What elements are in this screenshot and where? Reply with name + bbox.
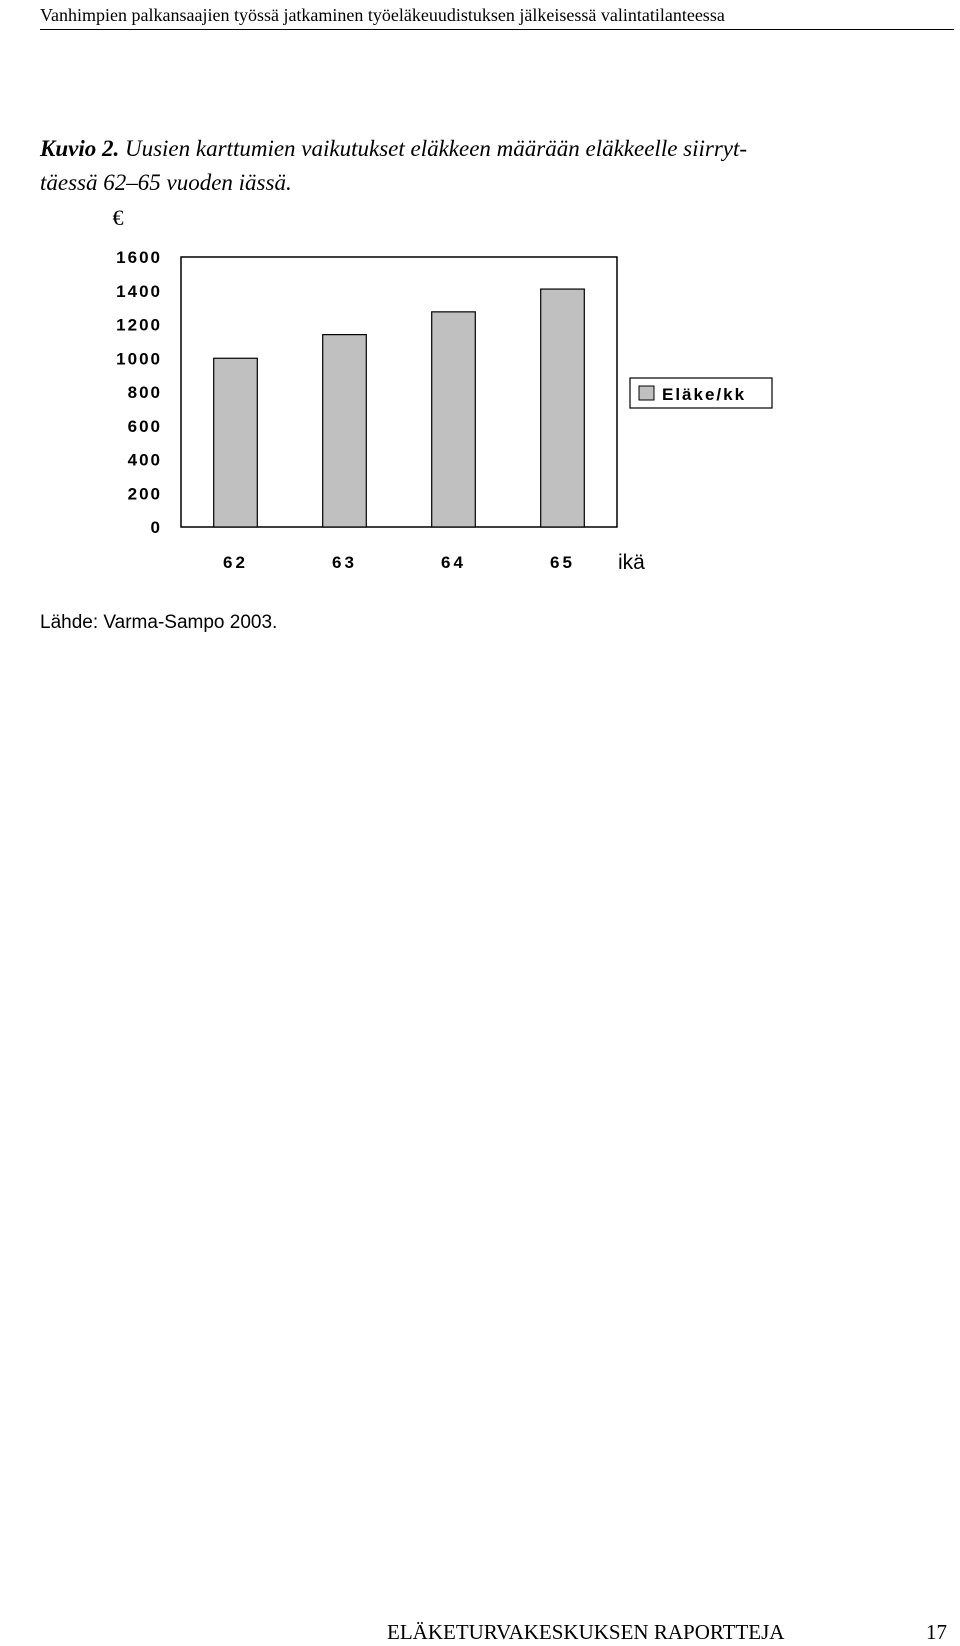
source-note: Lähde: Varma-Sampo 2003. — [40, 612, 278, 633]
y-tick-label: 1000 — [116, 349, 162, 369]
caption-line-1: Uusien karttumien vaikutukset eläkkeen määrään eläkkeelle siirryt- — [124, 136, 748, 161]
y-tick-label: 0 — [150, 518, 162, 537]
y-tick-label: 400 — [127, 450, 162, 470]
header-divider — [40, 29, 954, 30]
y-tick-label: 1400 — [116, 281, 162, 301]
pension-bar-chart — [0, 200, 960, 580]
y-tick-label: 1200 — [116, 315, 162, 335]
caption-line-2: täessä 62–65 vuoden iässä. — [40, 170, 292, 195]
y-unit-label: € — [112, 205, 124, 230]
bar — [214, 358, 258, 527]
figure-label: Kuvio 2. — [40, 136, 120, 161]
x-category-label: 65 — [550, 553, 575, 572]
footer-publisher: ELÄKETURVAKESKUKSEN RAPORTTEJA — [387, 1620, 785, 1644]
running-header: Vanhimpien palkansaajien työssä jatkaminen työeläkeuudistuksen jälkeisessä valintatilanteessa — [40, 5, 725, 25]
x-category-labels — [223, 553, 575, 572]
figure-caption — [40, 132, 940, 200]
x-category-label: 64 — [441, 553, 466, 572]
bar — [323, 335, 367, 527]
y-tick-label: 800 — [127, 383, 162, 402]
legend-label: Eläke/kk — [662, 385, 747, 404]
chart-legend — [630, 378, 772, 408]
legend-swatch — [639, 386, 654, 400]
x-category-label: 63 — [332, 553, 357, 572]
x-axis-title: ikä — [618, 551, 645, 574]
y-tick-label: 600 — [127, 416, 162, 436]
y-tick-labels — [116, 248, 162, 537]
page-number: 17 — [926, 1620, 947, 1644]
bar-series — [214, 289, 585, 527]
y-tick-label: 200 — [127, 484, 162, 504]
x-category-label: 62 — [223, 553, 248, 572]
y-tick-label: 1600 — [116, 248, 162, 267]
bar — [541, 289, 585, 527]
page-footer — [387, 1619, 947, 1645]
bar — [432, 312, 476, 527]
